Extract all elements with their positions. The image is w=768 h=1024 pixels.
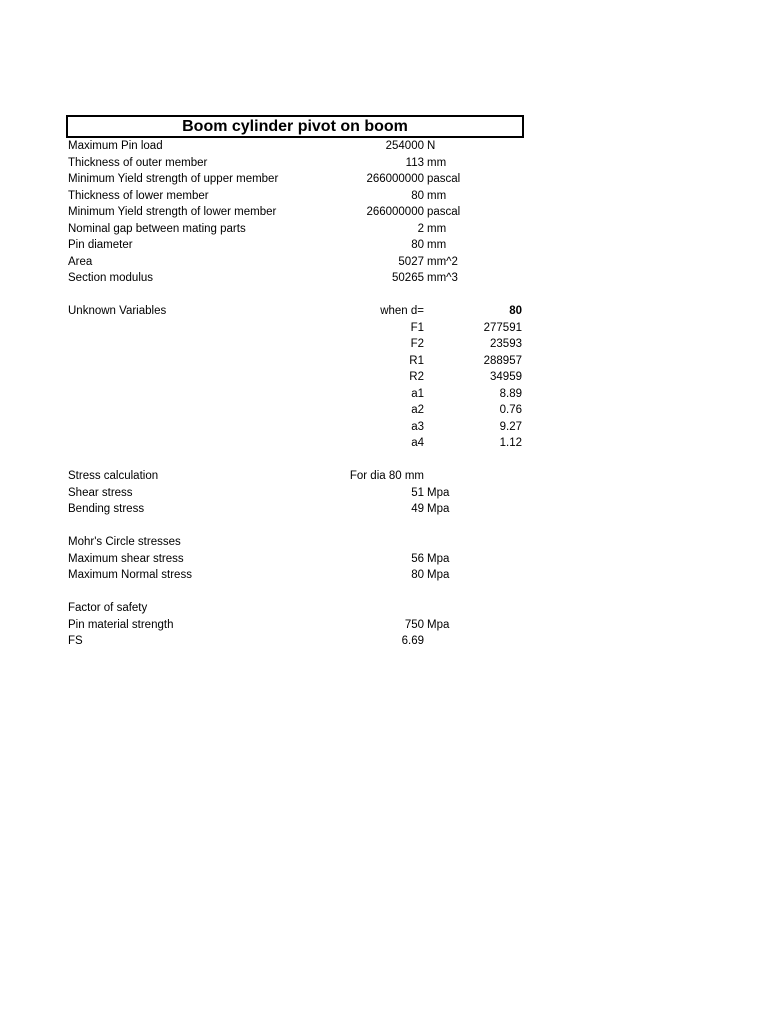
- unknown-var-row: [66, 402, 524, 419]
- safety-row-unit: Mpa: [427, 618, 450, 631]
- input-value: 80: [411, 189, 424, 202]
- stress-row-unit: Mpa: [427, 486, 450, 499]
- input-label: Area: [68, 255, 93, 268]
- input-unit: mm^3: [427, 272, 458, 284]
- var-name: a4: [411, 437, 424, 449]
- safety-row-value: 6.69: [401, 635, 424, 647]
- mohr-row: [66, 551, 524, 568]
- calculation-sheet: [66, 115, 524, 650]
- input-row: [66, 237, 524, 254]
- blank-row: [66, 584, 524, 601]
- mohr-row-unit: Mpa: [427, 569, 450, 581]
- unknown-var-row: [66, 369, 524, 386]
- unknown-var-row: [66, 336, 524, 353]
- safety-row-label: FS: [68, 635, 83, 647]
- mohr-row-value: 56: [411, 552, 424, 565]
- input-unit: mm: [427, 239, 447, 251]
- var-value: 8.89: [499, 387, 522, 400]
- input-value: 2: [417, 222, 424, 235]
- input-value: 80: [411, 239, 424, 251]
- input-unit: N: [427, 140, 436, 152]
- stress-label: Stress calculation: [68, 470, 159, 482]
- input-row: [66, 188, 524, 205]
- var-value: 34959: [490, 371, 522, 383]
- var-value: 288957: [483, 354, 522, 367]
- unknown-var-row: [66, 320, 524, 337]
- input-label: Nominal gap between mating parts: [68, 222, 246, 235]
- unknown-var-row: [66, 386, 524, 403]
- var-value: 277591: [483, 321, 522, 334]
- input-value: 5027: [398, 255, 424, 268]
- stress-row: [66, 485, 524, 502]
- input-label: Thickness of lower member: [68, 189, 209, 202]
- safety-row-value: 750: [404, 618, 424, 631]
- input-row: [66, 155, 524, 172]
- var-value: 23593: [490, 338, 522, 350]
- safety-row: [66, 633, 524, 650]
- input-row: [66, 270, 524, 287]
- input-row: [66, 254, 524, 271]
- safety-row-label: Pin material strength: [68, 618, 174, 631]
- mohr-row-value: 80: [411, 569, 424, 581]
- stress-row-label: Bending stress: [68, 503, 145, 515]
- input-value: 266000000: [366, 206, 424, 218]
- input-label: Section modulus: [68, 272, 154, 284]
- input-unit: mm^2: [427, 255, 458, 268]
- unknown-var-row: [66, 435, 524, 452]
- stress-row-value: 49: [411, 503, 424, 515]
- unknowns-header-row: [66, 303, 524, 320]
- input-label: Minimum Yield strength of lower member: [68, 206, 277, 218]
- stress-header-row: [66, 468, 524, 485]
- mohr-row-label: Maximum Normal stress: [68, 569, 192, 581]
- stress-row-value: 51: [411, 486, 424, 499]
- input-row: [66, 171, 524, 188]
- safety-header-row: [66, 600, 524, 617]
- when-value: 80: [509, 305, 522, 317]
- input-value: 113: [405, 156, 424, 169]
- stress-row: [66, 501, 524, 518]
- var-name: F2: [410, 338, 424, 350]
- safety-row: [66, 617, 524, 634]
- stress-row-label: Shear stress: [68, 486, 133, 499]
- stress-row-unit: Mpa: [427, 503, 450, 515]
- input-label: Minimum Yield strength of upper member: [68, 173, 279, 185]
- input-row: [66, 204, 524, 221]
- input-value: 254000: [385, 140, 424, 152]
- input-unit: pascal: [427, 173, 461, 185]
- mohr-header-row: [66, 534, 524, 551]
- input-label: Maximum Pin load: [68, 140, 163, 152]
- input-unit: pascal: [427, 206, 461, 218]
- stress-note: For dia 80 mm: [349, 470, 424, 482]
- blank-row: [66, 287, 524, 304]
- var-name: a1: [411, 387, 424, 400]
- var-name: a3: [411, 420, 424, 433]
- mohr-row-unit: Mpa: [427, 552, 450, 565]
- when-label: when d=: [380, 305, 424, 317]
- blank-row: [66, 518, 524, 535]
- unknown-var-row: [66, 353, 524, 370]
- input-label: Pin diameter: [68, 239, 133, 251]
- input-value: 266000000: [366, 173, 424, 185]
- var-name: R1: [409, 354, 424, 367]
- var-value: 0.76: [499, 404, 522, 416]
- input-unit: mm: [427, 156, 447, 169]
- var-value: 9.27: [499, 420, 522, 433]
- sheet-title: Boom cylinder pivot on boom: [66, 115, 524, 138]
- var-name: R2: [409, 371, 424, 383]
- input-unit: mm: [427, 189, 447, 202]
- mohr-row-label: Maximum shear stress: [68, 552, 184, 565]
- var-name: F1: [410, 321, 424, 334]
- unknown-var-row: [66, 419, 524, 436]
- input-value: 50265: [392, 272, 424, 284]
- var-value: 1.12: [499, 437, 522, 449]
- blank-row: [66, 452, 524, 469]
- unknowns-label: Unknown Variables: [68, 305, 167, 317]
- var-name: a2: [411, 404, 424, 416]
- input-row: [66, 138, 524, 155]
- input-label: Thickness of outer member: [68, 156, 208, 169]
- mohr-label: Mohr's Circle stresses: [68, 536, 181, 548]
- input-row: [66, 221, 524, 238]
- safety-label: Factor of safety: [68, 602, 148, 614]
- sheet-rows: [66, 138, 524, 650]
- input-unit: mm: [427, 222, 447, 235]
- mohr-row: [66, 567, 524, 584]
